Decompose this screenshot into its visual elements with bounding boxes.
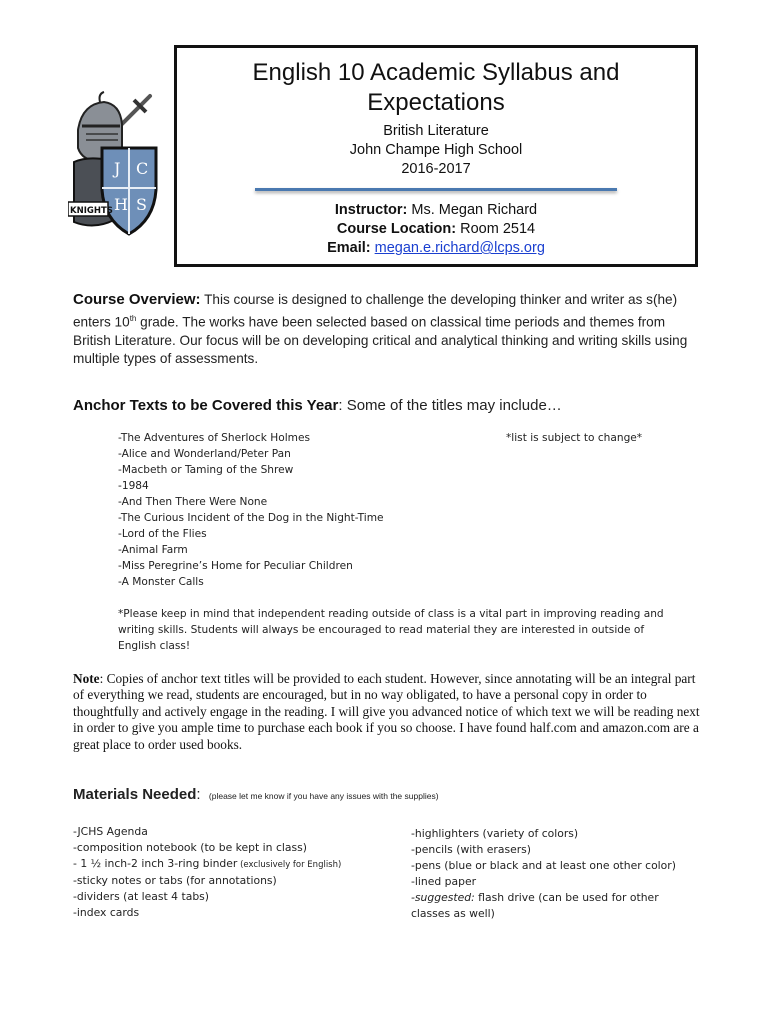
list-item: -And Then There Were None (118, 495, 268, 508)
binder-item: - 1 ½ inch-2 inch 3-ring binder (73, 857, 238, 870)
anchor-texts-heading (73, 396, 698, 416)
logo-banner-text: KNIGHTS (70, 206, 113, 216)
list-item: -pens (blue or black and at least one other color) (411, 859, 676, 872)
list-item: -A Monster Calls (118, 575, 204, 588)
anchor-colon: : (338, 397, 343, 414)
materials-label: Materials Needed (73, 786, 197, 803)
overview-label: Course Overview: (73, 291, 201, 308)
email-link[interactable]: megan.e.richard@lcps.org (374, 240, 545, 256)
email-line (177, 239, 695, 258)
shield-letter-c: C (136, 159, 149, 178)
email-label: Email: (327, 240, 371, 256)
shield-letter-s: S (136, 195, 147, 214)
list-item: -dividers (at least 4 tabs) (73, 890, 210, 903)
list-item: -JCHS Agenda (73, 825, 148, 838)
list-item: -highlighters (variety of colors) (411, 827, 579, 840)
materials-note: (please let me know if you have any issues with the supplies) (208, 791, 439, 801)
anchor-titles-list (118, 431, 384, 591)
suggested-label: -suggested: (411, 891, 475, 904)
school-name: John Champe High School (349, 142, 523, 158)
list-item: -The Curious Incident of the Dog in the Night-Time (118, 511, 384, 524)
list-item: -lined paper (411, 875, 477, 888)
list-item: -pencils (with erasers) (411, 843, 532, 856)
location-value: Room 2514 (456, 221, 536, 237)
shield-letter-j: J (114, 159, 121, 178)
suggested-text: flash drive (can be used for other classes as well) (411, 891, 659, 920)
list-item: -Macbeth or Taming of the Shrew (118, 463, 294, 476)
list-item: -Alice and Wonderland/Peter Pan (118, 447, 291, 460)
list-item: -Lord of the Flies (118, 527, 207, 540)
overview-superscript: th (129, 314, 137, 323)
list-item: -1984 (118, 479, 149, 492)
instructor-line (177, 201, 695, 220)
shield-letter-h: H (114, 195, 128, 214)
list-item (73, 856, 393, 873)
anchor-intro: Some of the titles may include… (342, 397, 562, 414)
course-overview (73, 290, 701, 368)
list-item: -Animal Farm (118, 543, 188, 556)
location-label: Course Location: (336, 221, 457, 237)
list-item: -Miss Peregrine’s Home for Peculiar Children (118, 559, 353, 572)
overview-text-2: grade. The works have been selected based on classical time periods and themes from British Literature. Our focus will be on developing critical and analytical thinking and writing skills using multiple types of assessments. (73, 314, 688, 366)
anchor-label: Anchor Texts to be Covered this Year (73, 397, 339, 414)
list-item: -composition notebook (to be kept in class) (73, 841, 307, 854)
note-text: : Copies of anchor text titles will be provided to each student. However, since annotating will be an integral part of everything we read, students are encouraged, but in no way obligated, to have a personal copy in order to thoughtfully and actively engage in the reading. I will give you advanced notice of which text we will be reading next in order to give you ample time to purchase each book if you so choose. I have found half.com and amazon.com are a great place to order used books. (73, 671, 700, 752)
materials-left-list (73, 824, 393, 921)
school-year: 2016-2017 (401, 161, 471, 177)
note-label: Note (73, 671, 100, 686)
course-subtitle: British Literature (383, 123, 489, 139)
independent-reading-note: *Please keep in mind that independent reading outside of class is a vital part in improving reading and writing skills. Students will always be encouraged to read material they are interested in outside of English class! (118, 608, 664, 652)
knight-logo (68, 90, 160, 236)
location-line (177, 220, 695, 239)
overview-text-1: This course is designed to challenge the developing thinker and writer as s(he) enters 10 (73, 292, 678, 330)
page-title: English 10 Academic Syllabus and Expectations (252, 59, 620, 116)
materials-colon: : (196, 786, 201, 803)
list-subject-note: *list is subject to change* (506, 432, 643, 444)
header-box (174, 45, 698, 267)
instructor-value: Ms. Megan Richard (407, 202, 538, 218)
note-paragraph (73, 671, 703, 753)
instructor-label: Instructor: (334, 202, 408, 218)
list-item (411, 890, 691, 922)
binder-note: (exclusively for English) (237, 860, 342, 870)
materials-heading (73, 786, 439, 803)
list-item: -The Adventures of Sherlock Holmes (118, 432, 310, 444)
materials-right-list (411, 826, 691, 922)
list-item: -index cards (73, 906, 140, 919)
list-item: -sticky notes or tabs (for annotations) (73, 874, 277, 887)
header-divider (255, 188, 617, 191)
